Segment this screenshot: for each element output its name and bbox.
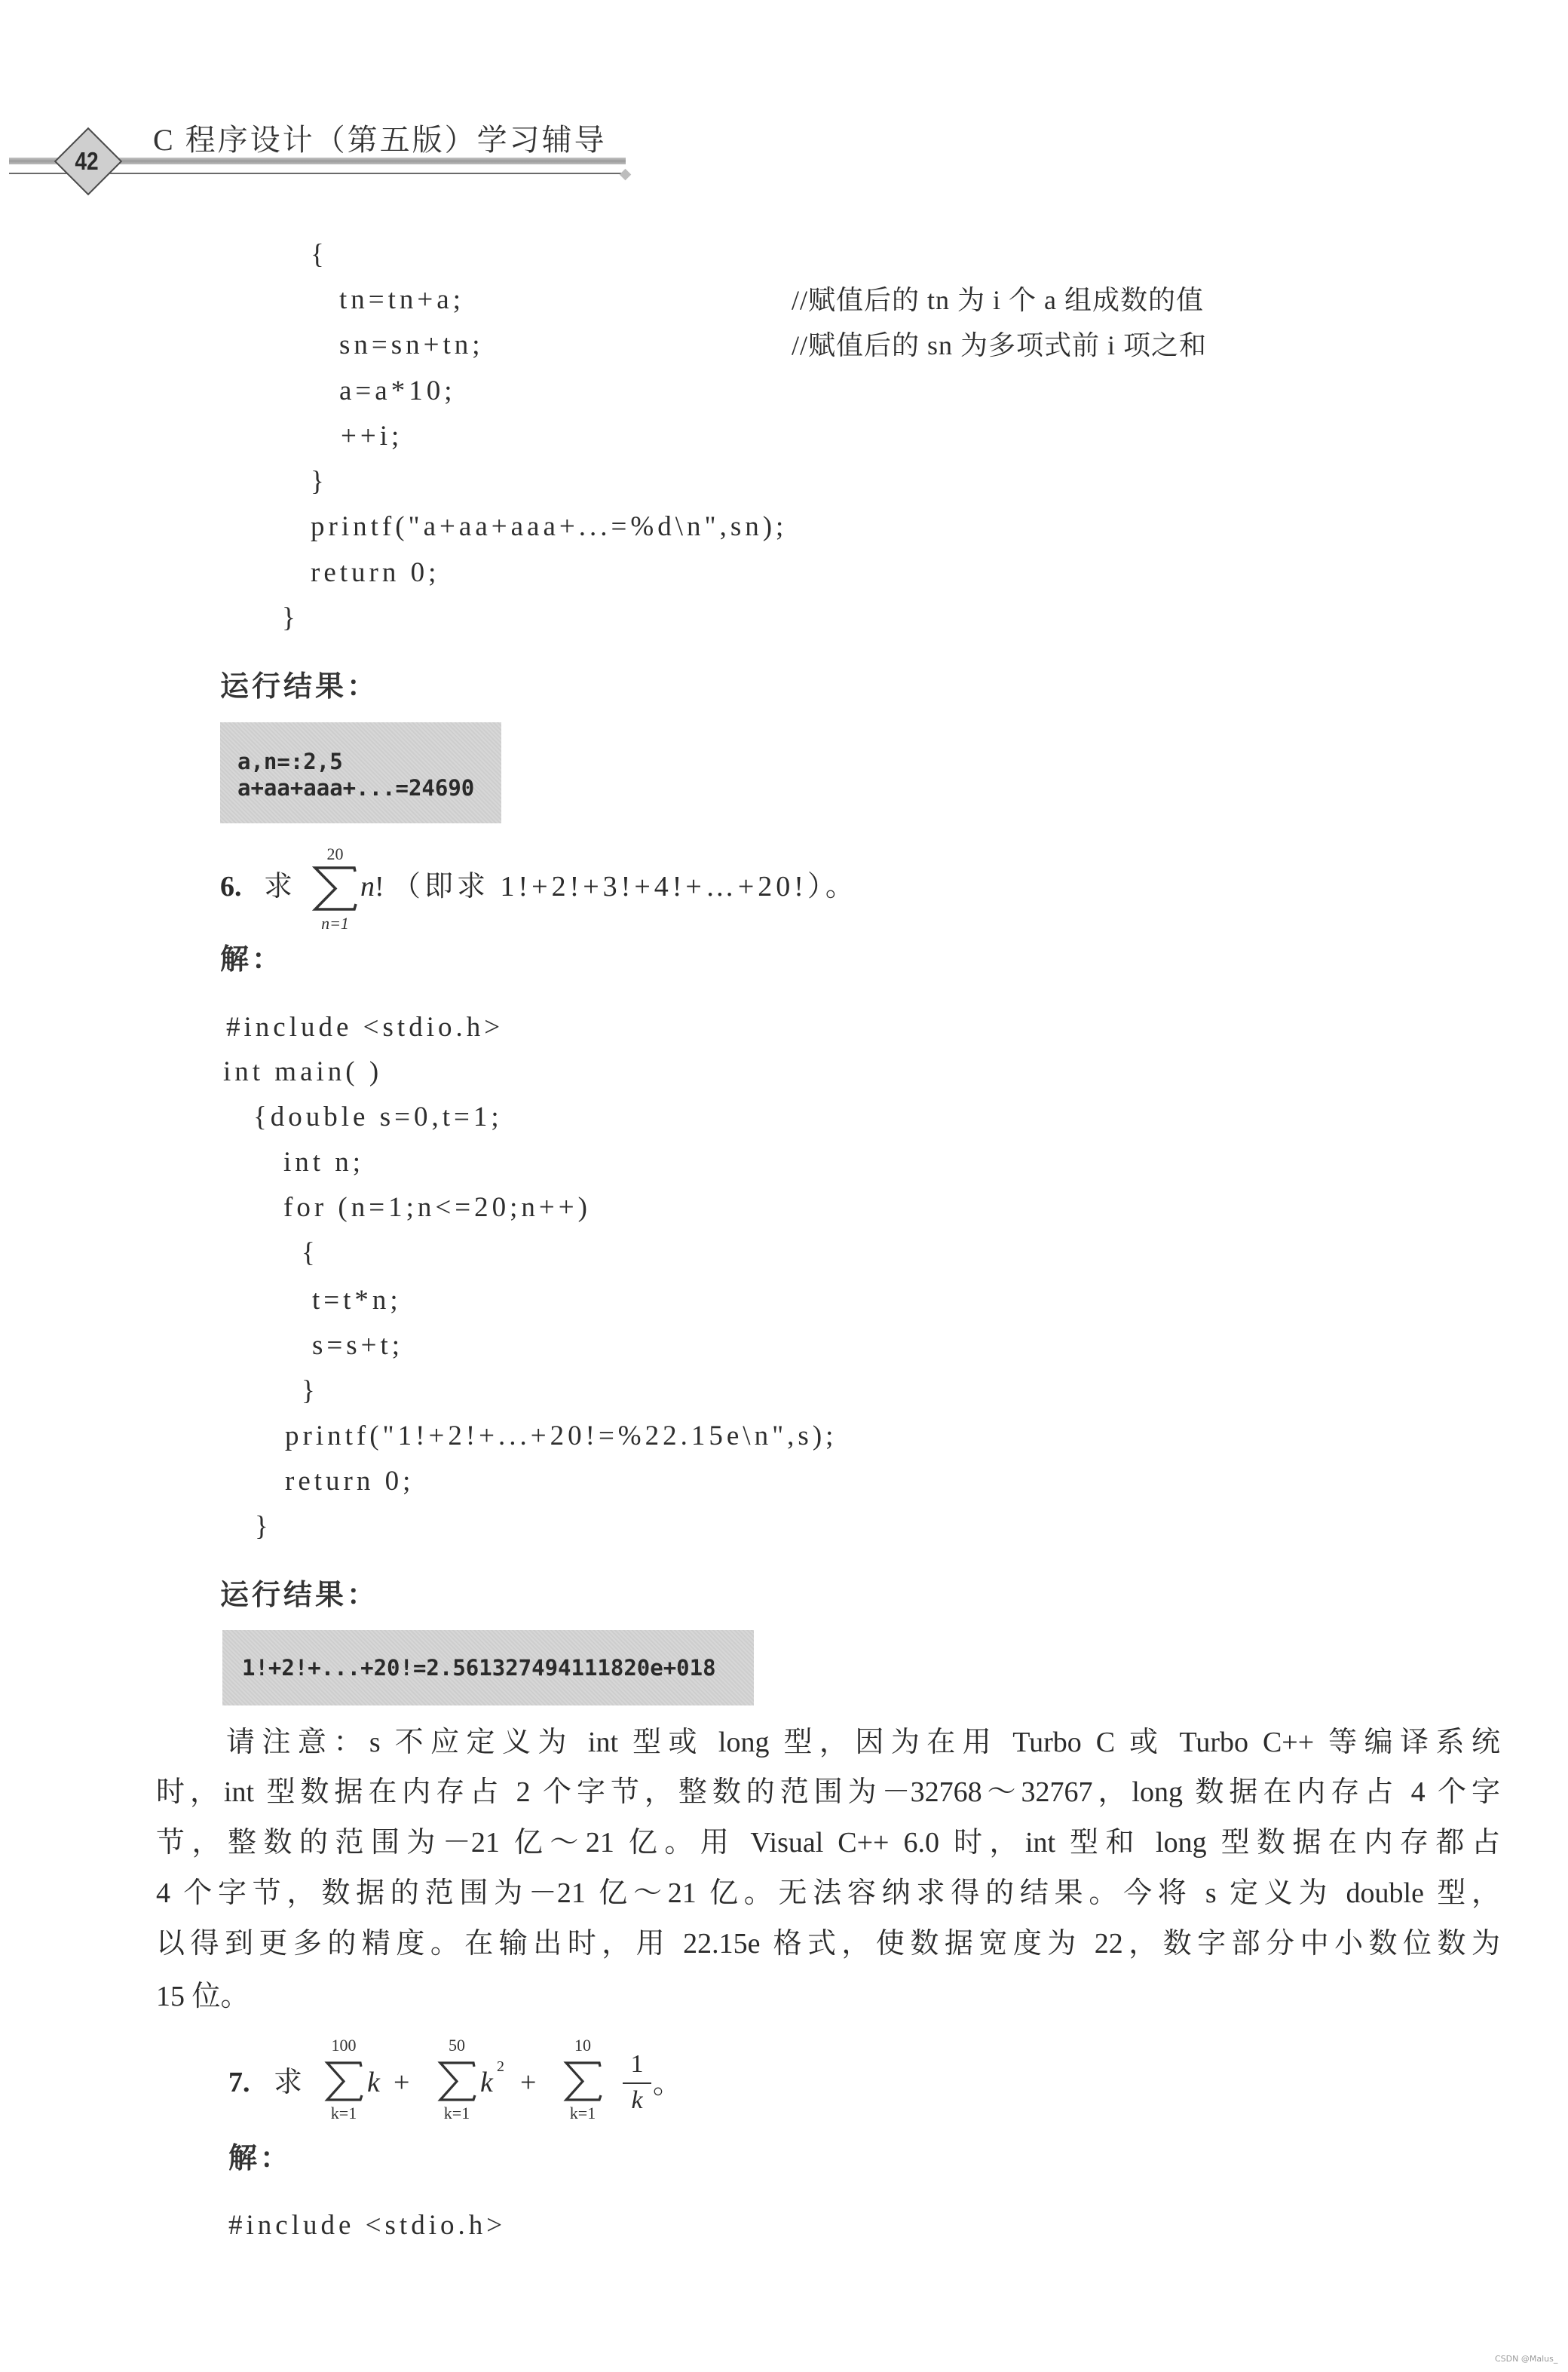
solution-label: 解： bbox=[220, 942, 284, 976]
sum-upper-limit: 50 bbox=[449, 2036, 465, 2055]
sum-term-variable: n bbox=[360, 871, 375, 903]
code-line: printf("1!+2!+...+20!=%22.15e\n",s); bbox=[285, 1420, 838, 1451]
code-line: { bbox=[311, 239, 328, 270]
code-line: { bbox=[302, 1237, 319, 1268]
problem-number: 6. bbox=[220, 871, 242, 903]
code-line: tn=tn+a; bbox=[339, 284, 464, 315]
sum-lower-limit: n=1 bbox=[321, 914, 349, 933]
page-number: 42 bbox=[75, 147, 99, 175]
summation-icon bbox=[563, 2061, 602, 2102]
code-line: return 0; bbox=[311, 557, 440, 588]
code-line: for (n=1;n<=20;n++) bbox=[283, 1192, 591, 1223]
summation-icon bbox=[312, 865, 358, 912]
sum-term: k bbox=[367, 2067, 380, 2098]
code-line: t=t*n; bbox=[312, 1285, 402, 1316]
problem-number: 7. bbox=[228, 2067, 250, 2098]
fraction-bar bbox=[623, 2082, 651, 2084]
summation-icon bbox=[324, 2061, 363, 2102]
code-line: printf("a+aa+aaa+...=%d\n",sn); bbox=[311, 511, 788, 542]
code-line: a=a*10; bbox=[339, 375, 456, 406]
watermark: CSDN @Malus_ bbox=[1495, 2354, 1558, 2364]
code-line: int main( ) bbox=[223, 1056, 383, 1087]
code-line: s=s+t; bbox=[312, 1330, 404, 1361]
code-line: #include <stdio.h> bbox=[228, 2210, 507, 2241]
paragraph-line: 节，整数的范围为－21 亿～21 亿。用 Visual C++ 6.0 时，int 型和 long 型数据在内存都占 bbox=[156, 1827, 1500, 1859]
sum-upper-limit: 100 bbox=[331, 2036, 357, 2055]
paragraph-line: 请注意：s 不应定义为 int 型或 long 型，因为在用 Turbo C 或 Turbo C++ 等编译系统 bbox=[226, 1727, 1500, 1758]
code-comment: //赋值后的 sn 为多项式前 i 项之和 bbox=[792, 330, 1208, 360]
paragraph-line: 15 位。 bbox=[156, 1981, 250, 2012]
code-line: } bbox=[311, 466, 328, 497]
output-line: a+aa+aaa+...=24690 bbox=[237, 775, 475, 801]
problem-statement: （即求 1!+2!+3!+4!+…+20!）。 bbox=[392, 871, 858, 903]
code-comment: //赋值后的 tn 为 i 个 a 组成数的值 bbox=[792, 285, 1204, 315]
run-result-label: 运行结果： bbox=[220, 670, 379, 703]
terminator: 。 bbox=[653, 2068, 682, 2100]
code-line: ++i; bbox=[341, 421, 403, 452]
output-line: 1!+2!+...+20!=2.561327494111820e+018 bbox=[242, 1655, 716, 1681]
solution-label: 解： bbox=[228, 2141, 292, 2174]
code-line: } bbox=[282, 602, 299, 633]
code-line: {double s=0,t=1; bbox=[253, 1102, 503, 1132]
paragraph-line: 4 个字节，数据的范围为－21 亿～21 亿。无法容纳求得的结果。今将 s 定义为 double 型， bbox=[156, 1877, 1500, 1909]
exponent: 2 bbox=[497, 2058, 504, 2075]
run-result-output bbox=[220, 722, 501, 823]
problem-verb: 求 bbox=[264, 871, 293, 903]
code-line: sn=sn+tn; bbox=[339, 329, 484, 360]
book-title: C 程序设计（第五版）学习辅导 bbox=[153, 123, 607, 157]
paragraph-line: 时，int 型数据在内存占 2 个字节，整数的范围为－32768～32767，long 数据在内存占 4 个字 bbox=[156, 1776, 1500, 1808]
run-result-output bbox=[222, 1630, 754, 1705]
paragraph-line: 以得到更多的精度。在输出时，用 22.15e 格式，使数据宽度为 22，数字部分中小数位数为 bbox=[156, 1928, 1500, 1960]
code-line: int n; bbox=[283, 1147, 365, 1178]
rule-end-diamond-icon bbox=[620, 169, 632, 181]
code-line: return 0; bbox=[285, 1466, 415, 1497]
sum-lower-limit: k=1 bbox=[443, 2104, 470, 2122]
sum-term-factorial: ! bbox=[375, 871, 384, 903]
sum-term: k bbox=[480, 2067, 493, 2098]
fraction-denominator: k bbox=[631, 2086, 643, 2114]
code-line: } bbox=[255, 1511, 272, 1542]
problem-verb: 求 bbox=[274, 2067, 303, 2098]
fraction-numerator: 1 bbox=[630, 2050, 644, 2078]
code-line: #include <stdio.h> bbox=[226, 1012, 504, 1043]
sum-lower-limit: k=1 bbox=[330, 2104, 357, 2122]
run-result-label: 运行结果： bbox=[220, 1578, 379, 1611]
sum-term bbox=[360, 864, 384, 909]
sum-lower-limit: k=1 bbox=[569, 2104, 596, 2122]
sum-upper-limit: 10 bbox=[574, 2036, 591, 2055]
plus-operator: + bbox=[520, 2067, 537, 2098]
output-line: a,n=:2,5 bbox=[237, 749, 343, 774]
code-line: } bbox=[302, 1375, 319, 1406]
plus-operator: + bbox=[394, 2067, 410, 2098]
sum-upper-limit: 20 bbox=[326, 844, 344, 863]
summation-icon bbox=[437, 2061, 476, 2102]
